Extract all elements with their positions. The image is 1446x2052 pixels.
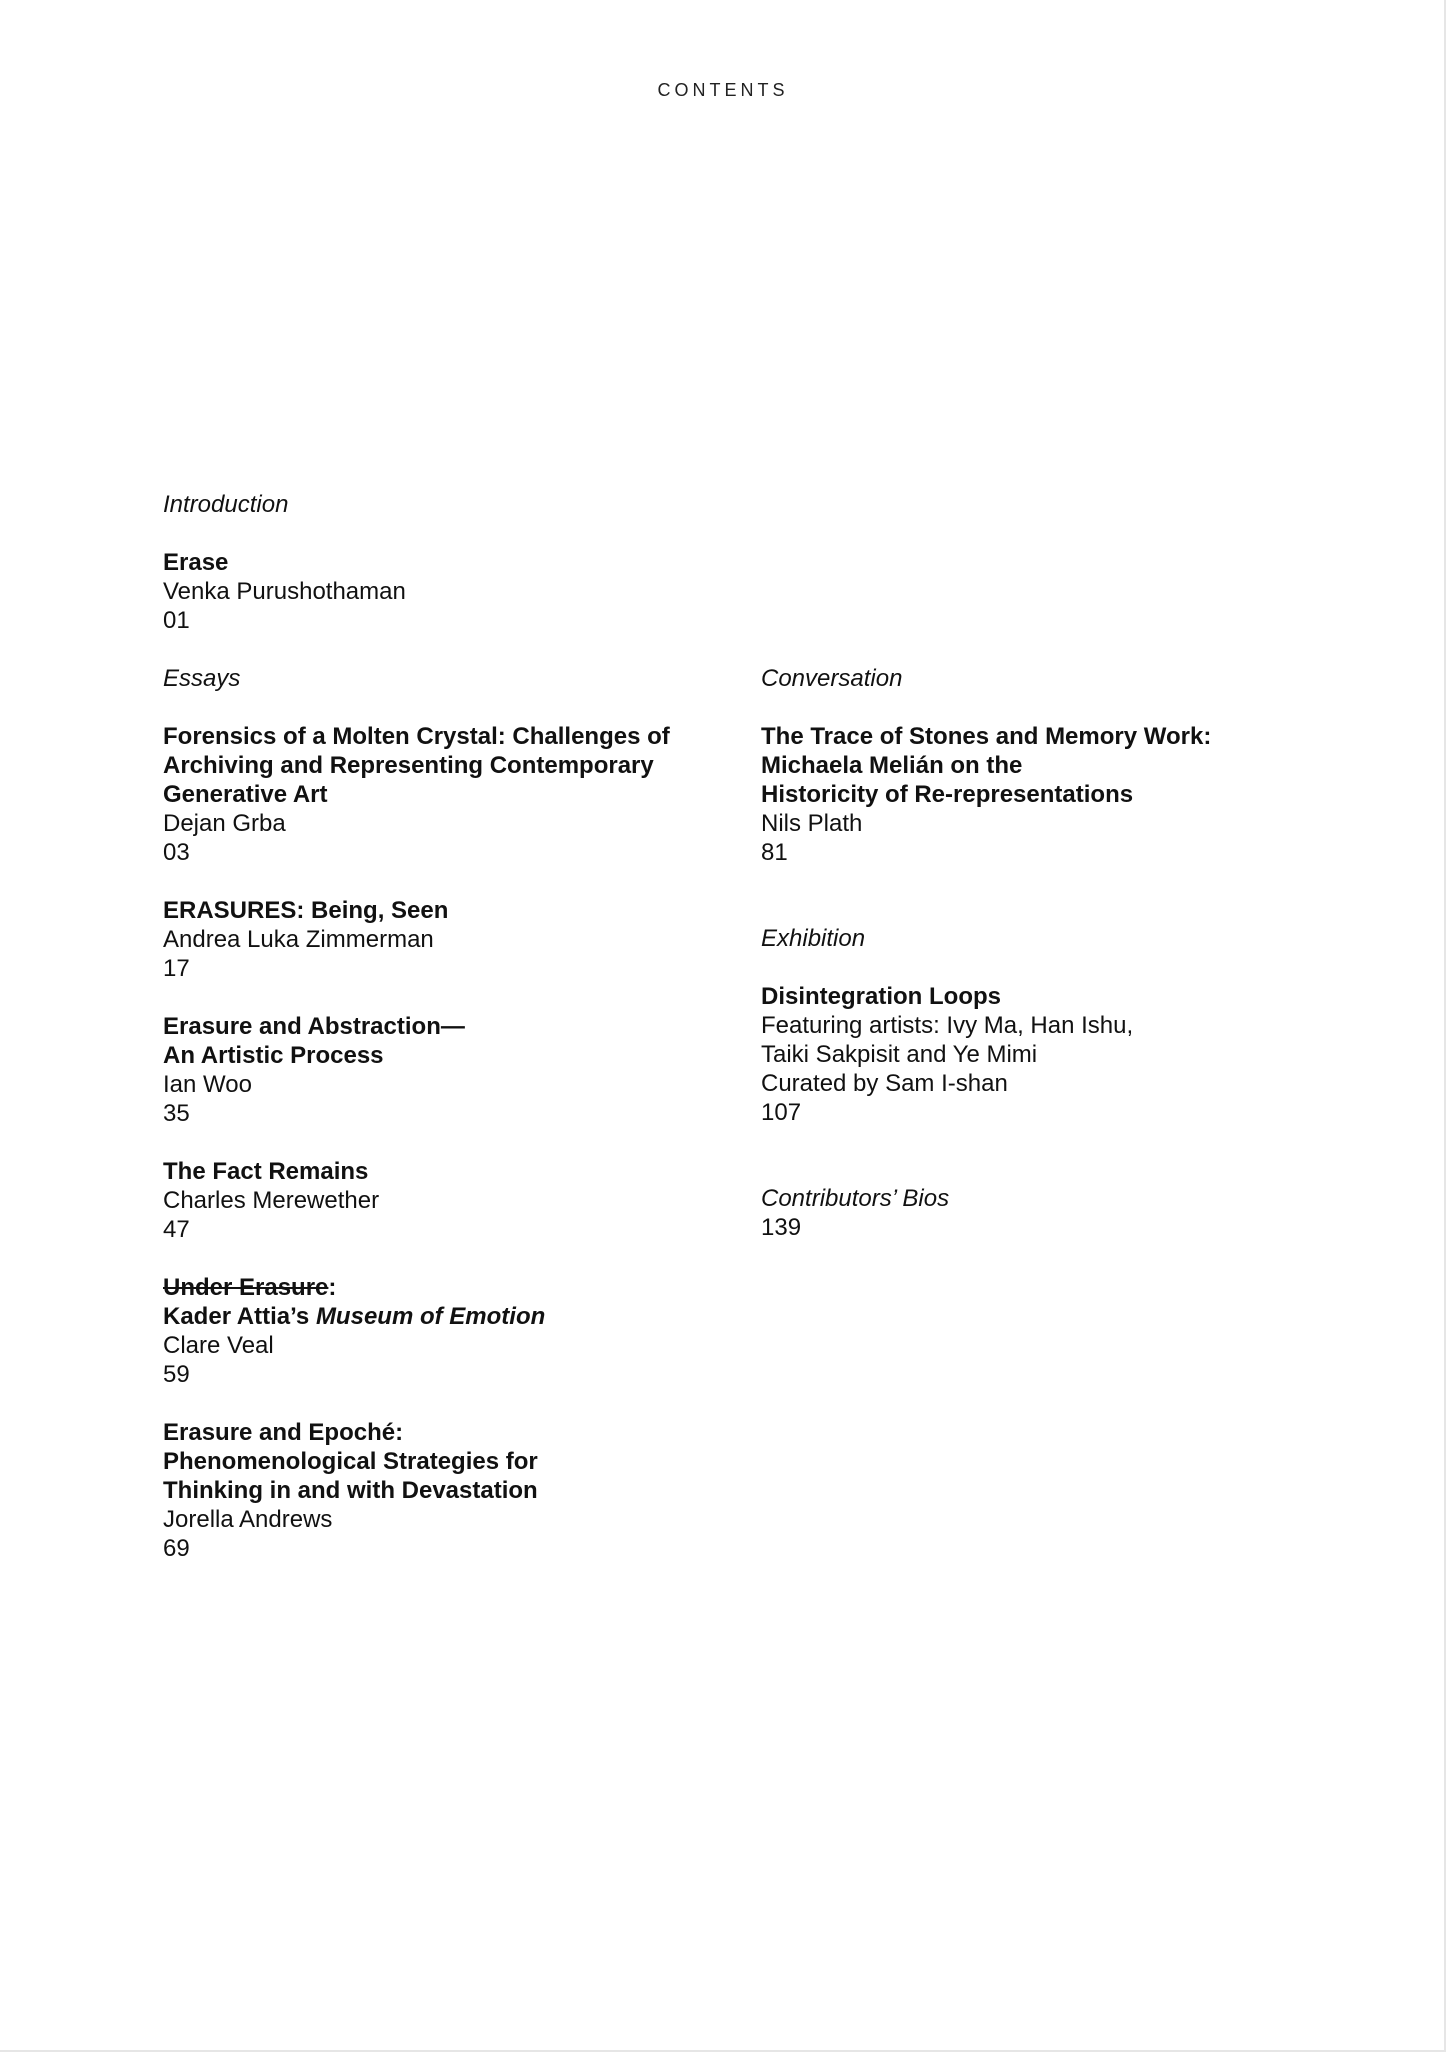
exhibition-block (761, 924, 1133, 1127)
entry-page: 01 (163, 607, 190, 634)
section-bios: Contributors’ Bios (761, 1185, 950, 1212)
entry-title (163, 1273, 670, 1302)
entry-title (163, 1302, 670, 1331)
entry-title: Historicity of Re-representations (761, 781, 1134, 808)
section-essays: Essays (163, 665, 241, 692)
entry-author: Clare Veal (163, 1332, 274, 1359)
entry-page: 69 (163, 1535, 190, 1562)
entry-title: The Fact Remains (163, 1158, 369, 1185)
entry-title: An Artistic Process (163, 1042, 384, 1069)
title-italic: Museum of Emotion (315, 1303, 546, 1330)
entry-page: 03 (163, 839, 190, 866)
entry-page: 81 (761, 839, 788, 866)
bios-block (761, 1184, 949, 1242)
struck-title: Under Erasure (163, 1274, 329, 1301)
introduction-block (163, 490, 406, 635)
section-exhibition: Exhibition (761, 925, 866, 952)
entry-author: Andrea Luka Zimmerman (163, 926, 434, 953)
entry-detail: Taiki Sakpisit and Ye Mimi (761, 1041, 1038, 1068)
entry-page: 35 (163, 1100, 190, 1127)
section-conversation: Conversation (761, 665, 903, 692)
entry-author: Dejan Grba (163, 810, 286, 837)
entry-title: Thinking in and with Devastation (163, 1477, 538, 1504)
entry-author: Charles Merewether (163, 1187, 380, 1214)
conversation-block (761, 664, 1211, 867)
entry-page: 107 (761, 1099, 802, 1126)
entry-title: Generative Art (163, 781, 328, 808)
entry-page: 59 (163, 1361, 190, 1388)
title-suffix: : (328, 1274, 337, 1301)
entry-page: 17 (163, 955, 190, 982)
title-prefix: Kader Attia’s (163, 1303, 316, 1330)
entry-detail: Featuring artists: Ivy Ma, Han Ishu, (761, 1012, 1134, 1039)
entry-title: Erase (163, 549, 229, 576)
entry-title: ERASURES: Being, Seen (163, 897, 449, 924)
entry-title: Disintegration Loops (761, 983, 1001, 1010)
entry-author: Ian Woo (163, 1071, 252, 1098)
entry-author: Jorella Andrews (163, 1506, 333, 1533)
entry-title: Phenomenological Strategies for (163, 1448, 538, 1475)
entry-page: 139 (761, 1214, 802, 1241)
entry-page: 47 (163, 1216, 190, 1243)
entry-author: Nils Plath (761, 810, 863, 837)
section-introduction: Introduction (163, 491, 289, 518)
entry-detail: Curated by Sam I-shan (761, 1070, 1008, 1097)
entry-title: Erasure and Abstraction— (163, 1013, 465, 1040)
entry-author: Venka Purushothaman (163, 578, 406, 605)
page-title: CONTENTS (657, 80, 789, 100)
entry-title: Archiving and Representing Contemporary (163, 752, 654, 779)
essays-block (163, 664, 670, 1563)
entry-title: Erasure and Epoché: (163, 1419, 404, 1446)
entry-title: Forensics of a Molten Crystal: Challenges of (163, 723, 670, 750)
entry-title: The Trace of Stones and Memory Work: (761, 723, 1212, 750)
entry-title: Michaela Melián on the (761, 752, 1023, 779)
